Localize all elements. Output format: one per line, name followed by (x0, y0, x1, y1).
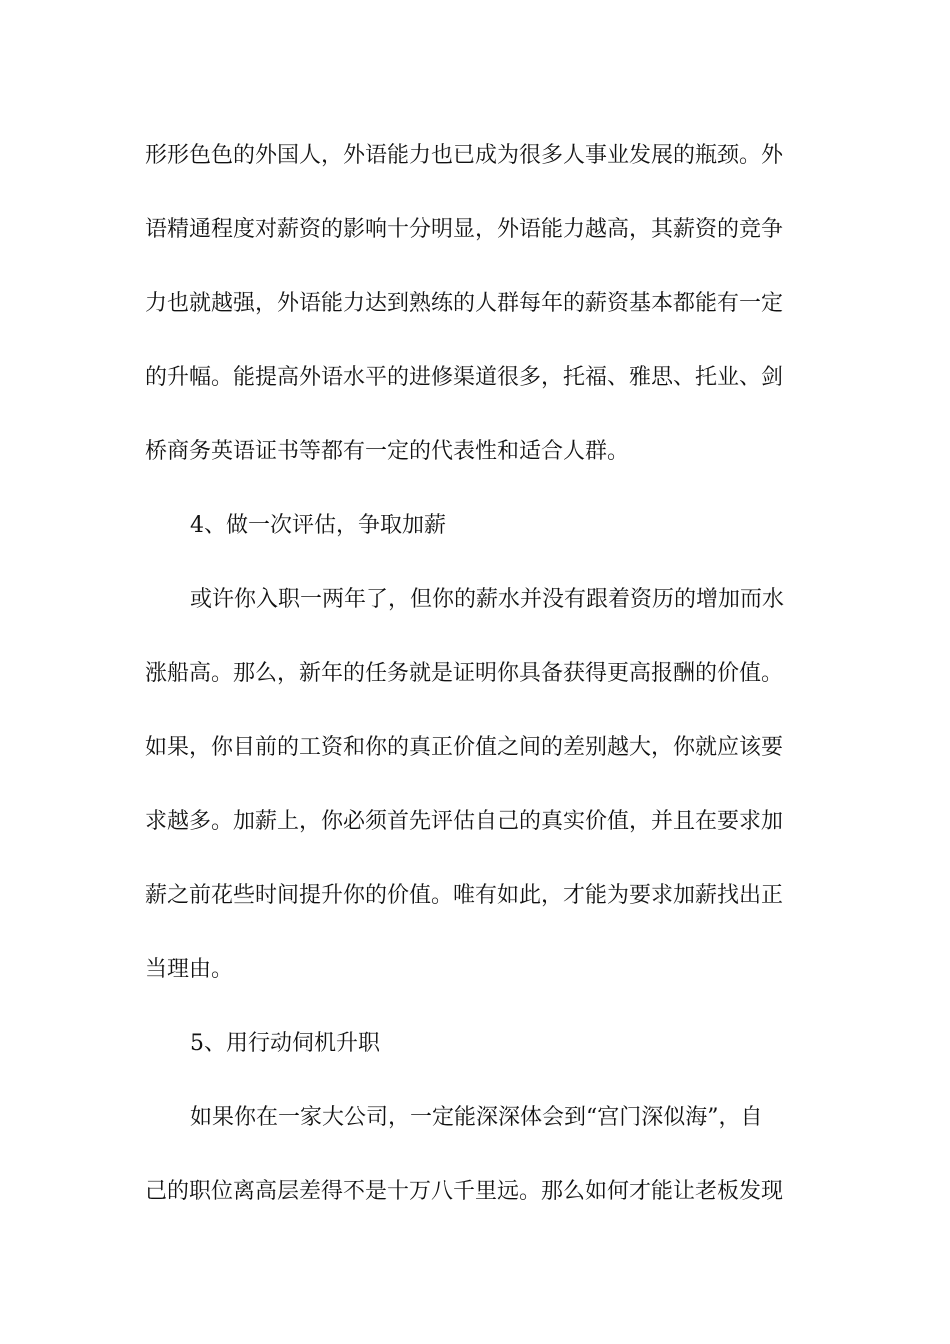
body-text-line: 己的职位离高层差得不是十万八千里远。那么如何才能让老板发现 (145, 1179, 784, 1204)
body-text-line: 涨船高。那么，新年的任务就是证明你具备获得更高报酬的价值。 (145, 661, 784, 686)
body-text-line: 当理由。 (145, 957, 234, 982)
body-text-line: 桥商务英语证书等都有一定的代表性和适合人群。 (145, 439, 630, 464)
section-heading: 5、用行动伺机升职 (190, 1031, 380, 1056)
section-heading: 4、做一次评估，争取加薪 (190, 513, 446, 538)
body-text-line: 语精通程度对薪资的影响十分明显，外语能力越高，其薪资的竞争 (145, 217, 784, 242)
body-text-line: 求越多。加薪上，你必须首先评估自己的真实价值，并且在要求加 (145, 809, 784, 834)
body-text-line: 的升幅。能提高外语水平的进修渠道很多，托福、雅思、托业、剑 (145, 365, 784, 390)
body-text-line: 薪之前花些时间提升你的价值。唯有如此，才能为要求加薪找出正 (145, 883, 784, 908)
body-text-line: 如果，你目前的工资和你的真正价值之间的差别越大，你就应该要 (145, 735, 784, 760)
body-text-line: 形形色色的外国人，外语能力也已成为很多人事业发展的瓶颈。外 (145, 143, 784, 168)
body-text-line: 如果你在一家大公司，一定能深深体会到“宫门深似海”，自 (190, 1105, 763, 1130)
body-text-line: 或许你入职一两年了，但你的薪水并没有跟着资历的增加而水 (190, 587, 785, 612)
body-text-line: 力也就越强，外语能力达到熟练的人群每年的薪资基本都能有一定 (145, 291, 784, 316)
